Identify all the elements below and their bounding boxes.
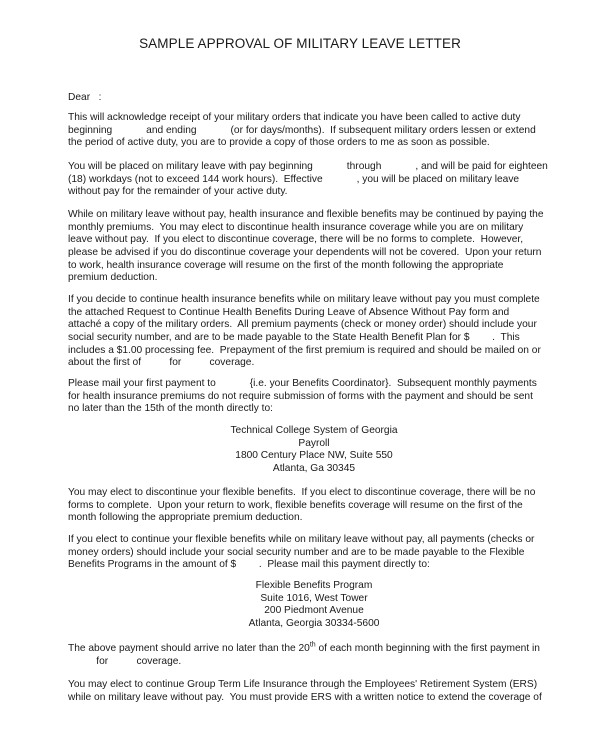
paragraph-acknowledgement [68,112,560,150]
address-flexible-benefits [68,580,560,631]
text-line: the attached Request to Continue Health Benefits During Leave of Absence Without Pay form and [68,306,510,318]
address-line: Suite 1016, West Tower [260,592,368,604]
text-line: premium deduction. [68,272,158,284]
paragraph-life-insurance [68,679,560,704]
text-line: the period of active duty, you are to provide a copy of those orders to me as soon as possible. [68,137,490,149]
address-line: Technical College System of Georgia [230,425,398,436]
text-line: attaché a copy of the military orders. All premium payments (check or money order) should include your [68,319,537,331]
address-line: 1800 Century Place NW, Suite 550 [235,450,393,462]
deadline-text-b: of each month beginning with the first payment in [315,643,540,654]
paragraph-discontinue-flexible [68,487,560,525]
address-line: Payroll [298,437,330,449]
salutation [68,92,560,105]
text-line [68,643,560,656]
text-line: please be advised if you do discontinue coverage your dependents will not be covered. Upon your return [68,247,542,259]
text-line: month following the appropriate premium deduction. [68,512,303,524]
text-line: You may elect to discontinue your flexible benefits. If you elect to discontinue coverage, there will be no [68,487,536,498]
text-line: If you decide to continue health insurance benefits while on military leave without pay you must complete [68,294,540,305]
text-line: social security number, and are to be made payable to the State Health Benefit Plan for $ . This [68,332,520,344]
text-line: no later than the 15th of the month directly to: [68,403,274,415]
text-line: includes a $1.00 processing fee. Prepayment of the first premium is required and should be mailed on or [68,344,541,356]
text-line: about the first of for coverage. [68,357,255,369]
deadline-text-a: The above payment should arrive no later than the 20 [68,643,310,654]
paragraph-continue-flexible [68,534,560,572]
text-line: without pay for the remainder of your active duty. [68,186,288,198]
text-line: for health insurance premiums do not require submission of forms with the payment and should be sent [68,390,533,402]
text-line: While on military leave without pay, health insurance and flexible benefits may be continued by paying the [68,209,544,220]
paragraph-leave-with-pay [68,161,560,199]
text-line: (18) workdays (not to exceed 144 work hours). Effective , you will be placed on military leave [68,173,520,185]
text-line: forms to complete. Upon your return to work, flexible benefits coverage will resume on the first of the [68,499,523,511]
text-line: You will be placed on military leave with pay beginning through , and will be paid for eighteen [68,161,548,172]
text-line: leave without pay. If you elect to discontinue coverage, there will be no forms to complete. However, [68,234,524,246]
text-line: You may elect to continue Group Term Life Insurance through the Employees' Retirement System (ERS) [68,679,538,690]
text-line: This will acknowledge receipt of your military orders that indicate you have been called to active duty [68,112,521,123]
text-line: If you elect to continue your flexible benefits while on military leave without pay, all payments (checks or [68,534,535,545]
letter-title: SAMPLE APPROVAL OF MILITARY LEAVE LETTER [139,36,461,51]
text-line: Benefits Programs in the amount of $ . Please mail this payment directly to: [68,559,430,571]
address-line: Flexible Benefits Program [255,580,373,591]
text-line: for coverage. [68,655,182,667]
text-line: beginning and ending (or for days/months). If subsequent military orders lessen or extend [68,124,536,136]
text-line: monthly premiums. You may elect to discontinue health insurance coverage while you are on military [68,221,524,233]
address-line: 200 Piedmont Avenue [264,605,364,617]
text-line: Please mail your first payment to {i.e. your Benefits Coordinator}. Subsequent monthly payments [68,378,537,389]
paragraph-payment-deadline [68,643,560,668]
address-line: Atlanta, Ga 30345 [272,463,356,475]
text-line: while on military leave without pay. You must provide ERS with a written notice to extend the coverage of [68,691,542,703]
ordinal-suffix: th [309,641,316,649]
paragraph-continue-health [68,294,560,370]
paragraph-first-payment [68,378,560,416]
paragraph-health-insurance [68,209,560,285]
text-line: to work, health insurance coverage will resume on the first of the month following the appropriate [68,259,504,271]
address-payroll [68,425,560,476]
text-line: money orders) should include your social security number and are to be made payable to the Flexible [68,546,525,558]
address-line: Atlanta, Georgia 30334-5600 [248,618,380,630]
salutation-text: Dear : [68,92,102,103]
